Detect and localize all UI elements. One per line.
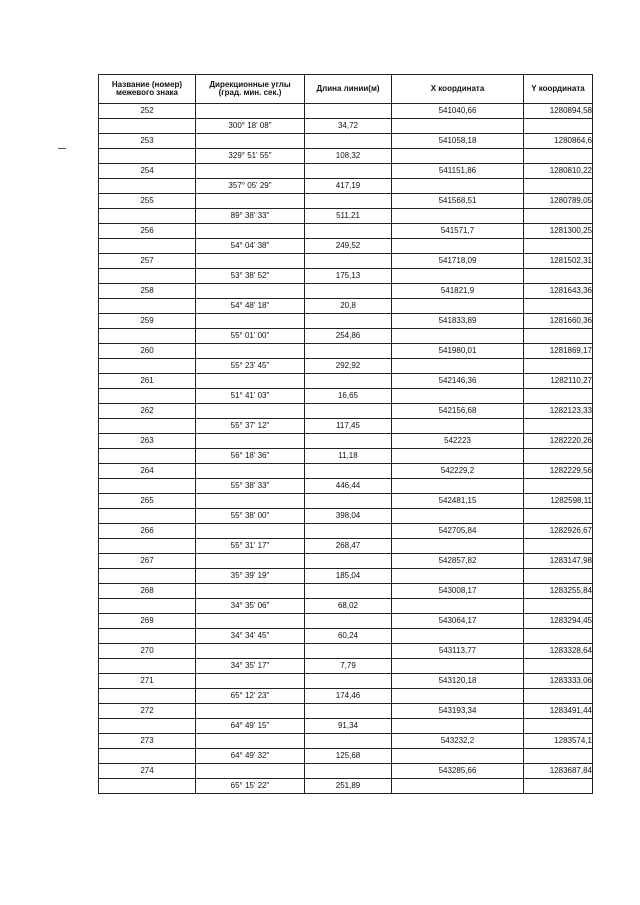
empty-cell [196, 464, 305, 479]
empty-cell [392, 689, 524, 704]
direction-angle: 64° 49' 15" [196, 719, 305, 734]
empty-cell [305, 524, 392, 539]
line-length: 249,52 [305, 239, 392, 254]
empty-cell [99, 389, 196, 404]
direction-angle: 55° 01' 00" [196, 329, 305, 344]
point-name: 265 [99, 494, 196, 509]
empty-cell [99, 329, 196, 344]
y-coordinate: 1282123,33 [524, 404, 593, 419]
direction-angle: 34° 34' 45" [196, 629, 305, 644]
y-coordinate: 1283333,06 [524, 674, 593, 689]
line-row [99, 569, 593, 584]
point-row [99, 644, 593, 659]
line-length: 417,19 [305, 179, 392, 194]
x-coordinate: 542481,15 [392, 494, 524, 509]
direction-angle: 55° 38' 33" [196, 479, 305, 494]
direction-angle: 89° 38' 33" [196, 209, 305, 224]
direction-angle: 34° 35' 06" [196, 599, 305, 614]
empty-cell [196, 584, 305, 599]
empty-cell [524, 689, 593, 704]
empty-cell [392, 389, 524, 404]
point-row [99, 134, 593, 149]
empty-cell [305, 314, 392, 329]
x-coordinate: 541718,09 [392, 254, 524, 269]
empty-cell [524, 599, 593, 614]
direction-angle: 53° 38' 52" [196, 269, 305, 284]
empty-cell [524, 119, 593, 134]
point-row [99, 674, 593, 689]
empty-cell [99, 599, 196, 614]
direction-angle: 55° 23' 45" [196, 359, 305, 374]
empty-cell [196, 254, 305, 269]
empty-cell [392, 749, 524, 764]
empty-cell [524, 209, 593, 224]
line-length: 511,21 [305, 209, 392, 224]
x-coordinate: 541040,66 [392, 104, 524, 119]
line-length: 268,47 [305, 539, 392, 554]
empty-cell [524, 509, 593, 524]
y-coordinate: 1283294,45 [524, 614, 593, 629]
empty-cell [196, 134, 305, 149]
empty-cell [99, 779, 196, 794]
empty-cell [305, 344, 392, 359]
empty-cell [305, 404, 392, 419]
point-name: 256 [99, 224, 196, 239]
empty-cell [392, 209, 524, 224]
empty-cell [524, 449, 593, 464]
x-coordinate: 541833,89 [392, 314, 524, 329]
x-coordinate: 542229,2 [392, 464, 524, 479]
y-coordinate: 1282598,11 [524, 494, 593, 509]
empty-cell [305, 134, 392, 149]
x-coordinate: 543008,17 [392, 584, 524, 599]
empty-cell [524, 389, 593, 404]
y-coordinate: 1281300,25 [524, 224, 593, 239]
line-length: 20,8 [305, 299, 392, 314]
empty-cell [392, 509, 524, 524]
line-row [99, 179, 593, 194]
x-coordinate: 542857,82 [392, 554, 524, 569]
point-row [99, 284, 593, 299]
empty-cell [99, 659, 196, 674]
x-coordinate: 541571,7 [392, 224, 524, 239]
line-row [99, 479, 593, 494]
line-length: 11,18 [305, 449, 392, 464]
line-row [99, 599, 593, 614]
direction-angle: 329° 51' 55" [196, 149, 305, 164]
point-name: 262 [99, 404, 196, 419]
empty-cell [305, 254, 392, 269]
y-coordinate: 1280810,22 [524, 164, 593, 179]
point-name: 263 [99, 434, 196, 449]
empty-cell [305, 704, 392, 719]
x-coordinate: 541058,18 [392, 134, 524, 149]
empty-cell [305, 734, 392, 749]
empty-cell [392, 599, 524, 614]
line-row [99, 629, 593, 644]
point-name: 267 [99, 554, 196, 569]
line-length: 185,04 [305, 569, 392, 584]
empty-cell [196, 764, 305, 779]
empty-cell [196, 164, 305, 179]
x-coordinate: 542705,84 [392, 524, 524, 539]
empty-cell [524, 149, 593, 164]
y-coordinate: 1283687,84 [524, 764, 593, 779]
direction-angle: 55° 31' 17" [196, 539, 305, 554]
direction-angle: 35° 39' 19" [196, 569, 305, 584]
empty-cell [524, 359, 593, 374]
empty-cell [99, 539, 196, 554]
point-row [99, 704, 593, 719]
line-length: 60,24 [305, 629, 392, 644]
line-length: 91,34 [305, 719, 392, 734]
point-name: 271 [99, 674, 196, 689]
empty-cell [196, 104, 305, 119]
point-row [99, 764, 593, 779]
empty-cell [524, 629, 593, 644]
direction-angle: 300° 18' 08" [196, 119, 305, 134]
y-coordinate: 1280864,6 [524, 134, 593, 149]
direction-angle: 56° 18' 36" [196, 449, 305, 464]
empty-cell [196, 284, 305, 299]
point-name: 252 [99, 104, 196, 119]
empty-cell [305, 674, 392, 689]
empty-cell [392, 419, 524, 434]
empty-cell [99, 719, 196, 734]
empty-cell [305, 164, 392, 179]
empty-cell [99, 269, 196, 284]
y-coordinate: 1283328,64 [524, 644, 593, 659]
point-name: 264 [99, 464, 196, 479]
point-row [99, 614, 593, 629]
empty-cell [196, 554, 305, 569]
empty-cell [305, 614, 392, 629]
point-row [99, 404, 593, 419]
point-row [99, 254, 593, 269]
line-row [99, 749, 593, 764]
line-row [99, 389, 593, 404]
empty-cell [196, 374, 305, 389]
empty-cell [392, 269, 524, 284]
x-coordinate: 543064,17 [392, 614, 524, 629]
empty-cell [524, 569, 593, 584]
empty-cell [392, 539, 524, 554]
empty-cell [524, 419, 593, 434]
empty-cell [392, 239, 524, 254]
empty-cell [196, 434, 305, 449]
y-coordinate: 1282229,56 [524, 464, 593, 479]
empty-cell [524, 719, 593, 734]
empty-cell [196, 734, 305, 749]
point-row [99, 734, 593, 749]
empty-cell [305, 464, 392, 479]
point-row [99, 374, 593, 389]
x-coordinate: 543193,34 [392, 704, 524, 719]
line-length: 175,13 [305, 269, 392, 284]
empty-cell [392, 119, 524, 134]
y-coordinate: 1282220,26 [524, 434, 593, 449]
empty-cell [99, 629, 196, 644]
point-name: 261 [99, 374, 196, 389]
line-row [99, 269, 593, 284]
point-row [99, 434, 593, 449]
line-length: 398,04 [305, 509, 392, 524]
empty-cell [196, 224, 305, 239]
point-row [99, 194, 593, 209]
empty-cell [99, 359, 196, 374]
empty-cell [392, 659, 524, 674]
empty-cell [99, 299, 196, 314]
header-line-length: Длина линии(м) [305, 75, 392, 104]
line-length: 251,89 [305, 779, 392, 794]
line-row [99, 719, 593, 734]
empty-cell [99, 419, 196, 434]
x-coordinate: 541568,51 [392, 194, 524, 209]
y-coordinate: 1283147,98 [524, 554, 593, 569]
line-row [99, 539, 593, 554]
line-row [99, 659, 593, 674]
empty-cell [392, 479, 524, 494]
line-length: 7,79 [305, 659, 392, 674]
line-row [99, 509, 593, 524]
point-name: 272 [99, 704, 196, 719]
point-name: 270 [99, 644, 196, 659]
empty-cell [305, 374, 392, 389]
empty-cell [196, 314, 305, 329]
point-name: 260 [99, 344, 196, 359]
x-coordinate: 542156,68 [392, 404, 524, 419]
empty-cell [305, 224, 392, 239]
line-row [99, 209, 593, 224]
point-row [99, 104, 593, 119]
point-row [99, 164, 593, 179]
empty-cell [305, 554, 392, 569]
empty-cell [99, 569, 196, 584]
empty-cell [99, 509, 196, 524]
empty-cell [196, 674, 305, 689]
point-row [99, 494, 593, 509]
line-row [99, 419, 593, 434]
y-coordinate: 1281869,17 [524, 344, 593, 359]
y-coordinate: 1281660,36 [524, 314, 593, 329]
empty-cell [196, 704, 305, 719]
empty-cell [524, 269, 593, 284]
line-length: 68,02 [305, 599, 392, 614]
empty-cell [392, 719, 524, 734]
point-row [99, 524, 593, 539]
point-name: 255 [99, 194, 196, 209]
direction-angle: 64° 49' 32" [196, 749, 305, 764]
header-y-coordinate: Y координата [524, 75, 593, 104]
line-row [99, 689, 593, 704]
y-coordinate: 1282110,27 [524, 374, 593, 389]
line-row [99, 149, 593, 164]
point-row [99, 344, 593, 359]
x-coordinate: 543232,2 [392, 734, 524, 749]
empty-cell [196, 194, 305, 209]
y-coordinate: 1282926,67 [524, 524, 593, 539]
direction-angle: 54° 04' 38" [196, 239, 305, 254]
point-name: 268 [99, 584, 196, 599]
empty-cell [392, 329, 524, 344]
empty-cell [196, 644, 305, 659]
direction-angle: 51° 41' 03" [196, 389, 305, 404]
y-coordinate: 1283491,44 [524, 704, 593, 719]
direction-angle: 65° 15' 22" [196, 779, 305, 794]
boundary-coordinates-table [98, 74, 593, 794]
line-row [99, 329, 593, 344]
x-coordinate: 541980,01 [392, 344, 524, 359]
empty-cell [99, 749, 196, 764]
line-length: 254,86 [305, 329, 392, 344]
empty-cell [392, 569, 524, 584]
x-coordinate: 541821,9 [392, 284, 524, 299]
empty-cell [524, 539, 593, 554]
empty-cell [305, 284, 392, 299]
empty-cell [196, 524, 305, 539]
empty-cell [392, 299, 524, 314]
empty-cell [305, 494, 392, 509]
header-point-name: Название (номер) межевого знака [99, 75, 196, 104]
x-coordinate: 542146,36 [392, 374, 524, 389]
empty-cell [305, 194, 392, 209]
line-length: 125,68 [305, 749, 392, 764]
empty-cell [524, 299, 593, 314]
point-name: 254 [99, 164, 196, 179]
empty-cell [196, 494, 305, 509]
direction-angle: 65° 12' 23" [196, 689, 305, 704]
empty-cell [392, 779, 524, 794]
empty-cell [524, 479, 593, 494]
empty-cell [524, 179, 593, 194]
point-name: 273 [99, 734, 196, 749]
direction-angle: 55° 38' 00" [196, 509, 305, 524]
line-length: 292,92 [305, 359, 392, 374]
line-row [99, 359, 593, 374]
empty-cell [305, 434, 392, 449]
line-length: 174,46 [305, 689, 392, 704]
y-coordinate: 1283255,84 [524, 584, 593, 599]
direction-angle: 357° 05' 29" [196, 179, 305, 194]
x-coordinate: 543285,66 [392, 764, 524, 779]
empty-cell [99, 149, 196, 164]
empty-cell [305, 764, 392, 779]
direction-angle: 34° 35' 17" [196, 659, 305, 674]
empty-cell [99, 239, 196, 254]
empty-cell [524, 239, 593, 254]
line-row [99, 779, 593, 794]
empty-cell [305, 644, 392, 659]
point-name: 259 [99, 314, 196, 329]
point-row [99, 554, 593, 569]
point-name: 274 [99, 764, 196, 779]
header-x-coordinate: X координата [392, 75, 524, 104]
line-length: 34,72 [305, 119, 392, 134]
point-name: 257 [99, 254, 196, 269]
line-row [99, 449, 593, 464]
point-name: 266 [99, 524, 196, 539]
line-length: 16,65 [305, 389, 392, 404]
empty-cell [524, 659, 593, 674]
y-coordinate: 1281502,31 [524, 254, 593, 269]
point-row [99, 584, 593, 599]
x-coordinate: 542223 [392, 434, 524, 449]
empty-cell [196, 614, 305, 629]
empty-cell [99, 119, 196, 134]
y-coordinate: 1280894,58 [524, 104, 593, 119]
header-direction-angle: Дирекционные углы (град. мин. сек.) [196, 75, 305, 104]
empty-cell [524, 749, 593, 764]
point-name: 258 [99, 284, 196, 299]
empty-cell [524, 779, 593, 794]
empty-cell [99, 449, 196, 464]
line-row [99, 239, 593, 254]
y-coordinate: 1280789,05 [524, 194, 593, 209]
point-name: 253 [99, 134, 196, 149]
point-row [99, 464, 593, 479]
line-row [99, 299, 593, 314]
empty-cell [99, 479, 196, 494]
direction-angle: 55° 37' 12" [196, 419, 305, 434]
line-row [99, 119, 593, 134]
empty-cell [305, 104, 392, 119]
table-header-row [99, 75, 593, 104]
empty-cell [392, 149, 524, 164]
empty-cell [392, 629, 524, 644]
line-length: 446,44 [305, 479, 392, 494]
empty-cell [392, 449, 524, 464]
empty-cell [196, 344, 305, 359]
y-coordinate: 1283574,1 [524, 734, 593, 749]
empty-cell [99, 209, 196, 224]
line-length: 117,45 [305, 419, 392, 434]
margin-dash [58, 148, 66, 149]
line-length: 108,32 [305, 149, 392, 164]
x-coordinate: 543120,18 [392, 674, 524, 689]
direction-angle: 54° 48' 18" [196, 299, 305, 314]
point-row [99, 314, 593, 329]
empty-cell [305, 584, 392, 599]
point-name: 269 [99, 614, 196, 629]
empty-cell [392, 179, 524, 194]
empty-cell [99, 179, 196, 194]
x-coordinate: 541151,86 [392, 164, 524, 179]
x-coordinate: 543113,77 [392, 644, 524, 659]
empty-cell [196, 404, 305, 419]
empty-cell [392, 359, 524, 374]
empty-cell [524, 329, 593, 344]
y-coordinate: 1281643,36 [524, 284, 593, 299]
point-row [99, 224, 593, 239]
empty-cell [99, 689, 196, 704]
